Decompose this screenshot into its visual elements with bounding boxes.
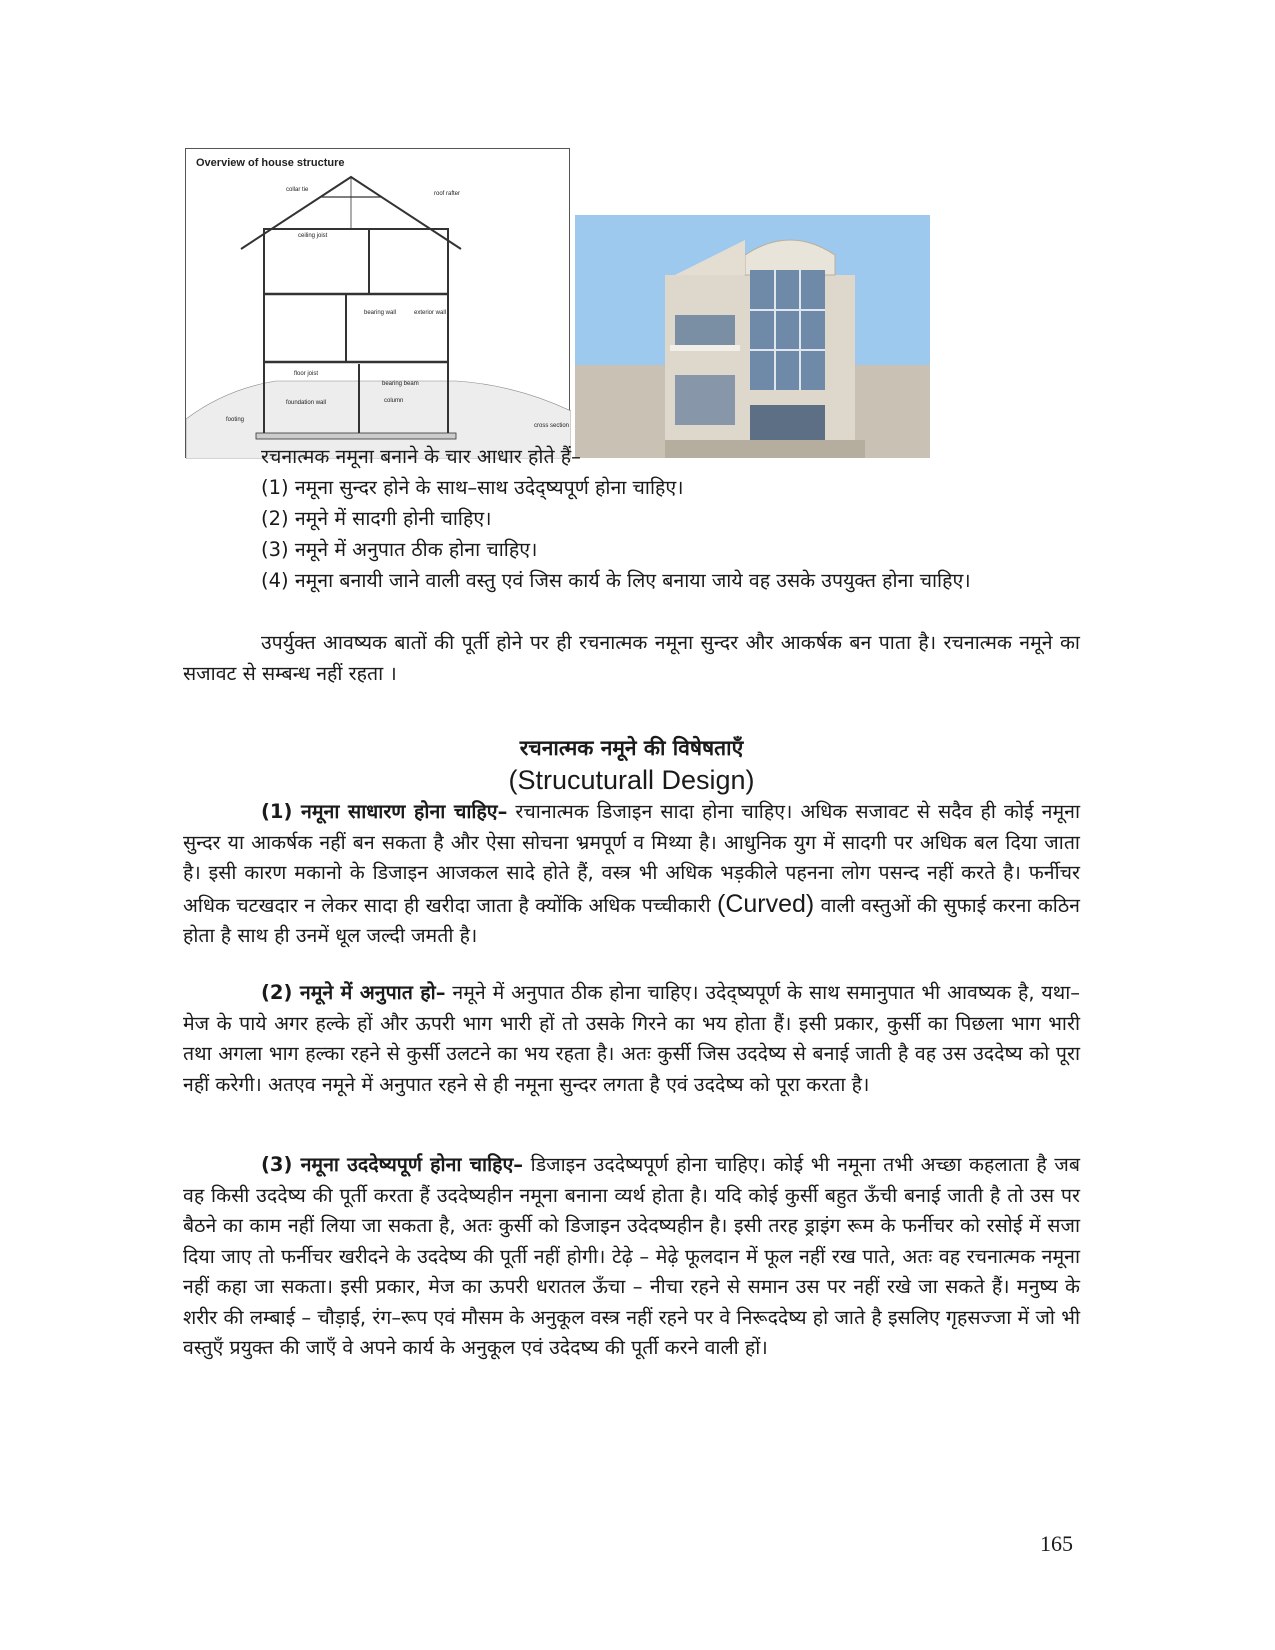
label-bearing-beam: bearing beam xyxy=(382,381,419,387)
section-2-text: नमूने में अनुपात ठीक होना चाहिए। उदेद्ष्यपूर्ण के साथ समानुपात भी आवष्यक है, यथा– मेज के पाये अगर हल्के हों और ऊपरी भाग भारी हों तो उसके गिरने का भय होता हैं। इसी प्रकार, कुर्सी का पिछला भाग भारी तथा अगला भाग हल्का रहने से कुर्सी उलटने का भय रहता है। अतः कुर्सी जिस उददेष्य से बनाई जाती है वह उस उददेष्य को पूरा नहीं करेगी। अतएव नमूने में अनुपात रहने से ही नमूना सुन्दर लगता है एवं उददेष्य को पूरा करता है। xyxy=(183,981,1080,1096)
section-1-title: (1) नमूना साधारण होना चाहिए– xyxy=(261,800,508,823)
house-structure-diagram xyxy=(185,148,570,458)
section-3 xyxy=(183,1150,1080,1364)
intro-line: रचनात्मक नमूना बनाने के चार आधार होते हैं– xyxy=(261,445,581,468)
label-ceiling-joist: ceiling joist xyxy=(298,233,328,239)
diagram-drawing xyxy=(186,149,571,459)
intro-item-4: (4) नमूना बनायी जाने वाली वस्तु एवं जिस कार्य के लिए बनाया जाये वह उसके उपयुक्त होना चाहिए। xyxy=(261,569,971,592)
diagram-title: Overview of house structure xyxy=(196,157,345,169)
section-1 xyxy=(183,797,1080,952)
section-2-title: (2) नमूने में अनुपात हो– xyxy=(261,981,446,1004)
label-floor-joist: floor joist xyxy=(294,371,319,377)
label-footing: footing xyxy=(226,417,245,423)
section-3-title: (3) नमूना उददेष्यपूर्ण होना चाहिए– xyxy=(261,1153,524,1176)
label-cross-section: cross section xyxy=(534,423,570,429)
label-column: column xyxy=(384,398,404,404)
intro-summary: उपर्युक्त आवष्यक बातों की पूर्ती होने पर ही रचनात्मक नमूना सुन्दर और आकर्षक बन पाता है। रचनात्मक नमूने का सजावट से सम्बन्ध नहीं रहता । xyxy=(183,631,1080,685)
label-foundation-wall: foundation wall xyxy=(286,400,327,406)
section-1-text-b: वाली वस्तुओं की सुफाई करना कठिन होता है साथ ही उनमें धूल जल्दी जमती है। xyxy=(183,893,1080,947)
label-collar-tie: collar tie xyxy=(286,187,309,193)
section-2 xyxy=(183,978,1080,1100)
section-3-text: डिजाइन उददेष्यपूर्ण होना चाहिए। कोई भी नमूना तभी अच्छा कहलाता है जब वह किसी उददेष्य की पूर्ती करता हैं उददेष्यहीन नमूना बनाना व्यर्थ होता है। यदि कोई कुर्सी बहुत ऊँची बनाई जाती है तो उस पर बैठने का काम नहीं लिया जा सकता है, अतः कुर्सी को डिजाइन उदेदष्यहीन है। इसी तरह ड्राइंग रूम के फर्नीचर को रसोई में सजा दिया जाए तो फर्नीचर खरीदने के उददेष्य की पूर्ती नहीं होगी। टेढ़े – मेढ़े फूलदान में फूल नहीं रख पाते, अतः वह रचनात्मक नमूना नहीं कहा जा सकता। इसी प्रकार, मेज का ऊपरी धरातल ऊँचा – नीचा रहने से समान उस पर नहीं रखे जा सकते हैं। मनुष्य के शरीर की लम्बाई – चौड़ाई, रंग–रूप एवं मौसम के अनुकूल वस्त्र नहीं रहने पर वे निरूददेष्य हो जाते है इसलिए गृहसज्जा में जो भी वस्तुएँ प्रयुक्त की जाएँ वे अपने कार्य के अनुकूल एवं उदेदष्य की पूर्ती करने वाली हों। xyxy=(183,1153,1081,1359)
intro-item-3: (3) नमूने में अनुपात ठीक होना चाहिए। xyxy=(261,538,538,561)
label-roof-rafter: roof rafter xyxy=(434,191,461,197)
intro-item-1: (1) नमूना सुन्दर होने के साथ–साथ उदेद्ष्यपूर्ण होना चाहिए। xyxy=(261,476,684,499)
label-bearing-wall: bearing wall xyxy=(364,310,397,316)
house-photo xyxy=(575,215,930,458)
section-1-text-a: रचानात्मक डिजाइन सादा होना चाहिए। अधिक सजावट से सदैव ही कोई नमूना सुन्दर या आकर्षक नहीं बन सकता है और ऐसा सोचना भ्रमपूर्ण व मिथ्या है। आधुनिक युग में सादगी पर अधिक बल दिया जाता है। इसी कारण मकानो के डिजाइन आजकल सादे होते हैं, वस्त्र भी अधिक भड़कीले पहनना लोग पसन्द नहीं करते है। फर्नीचर अधिक चटखदार न लेकर सादा ही खरीदा जाता है क्योंकि अधिक पच्चीकारी xyxy=(183,800,1081,917)
intro-item-2: (2) नमूने में सादगी होनी चाहिए। xyxy=(261,507,492,530)
house-photo-drawing xyxy=(575,215,930,458)
label-exterior-wall: exterior wall xyxy=(414,310,447,316)
section-heading-english: (Strucuturall Design) xyxy=(508,765,755,795)
page-number: 165 xyxy=(1040,1531,1073,1556)
section-1-text-en: (Curved) xyxy=(717,889,815,918)
section-heading-hindi: रचनात्मक नमूने की विषेषताएँ xyxy=(519,736,744,760)
